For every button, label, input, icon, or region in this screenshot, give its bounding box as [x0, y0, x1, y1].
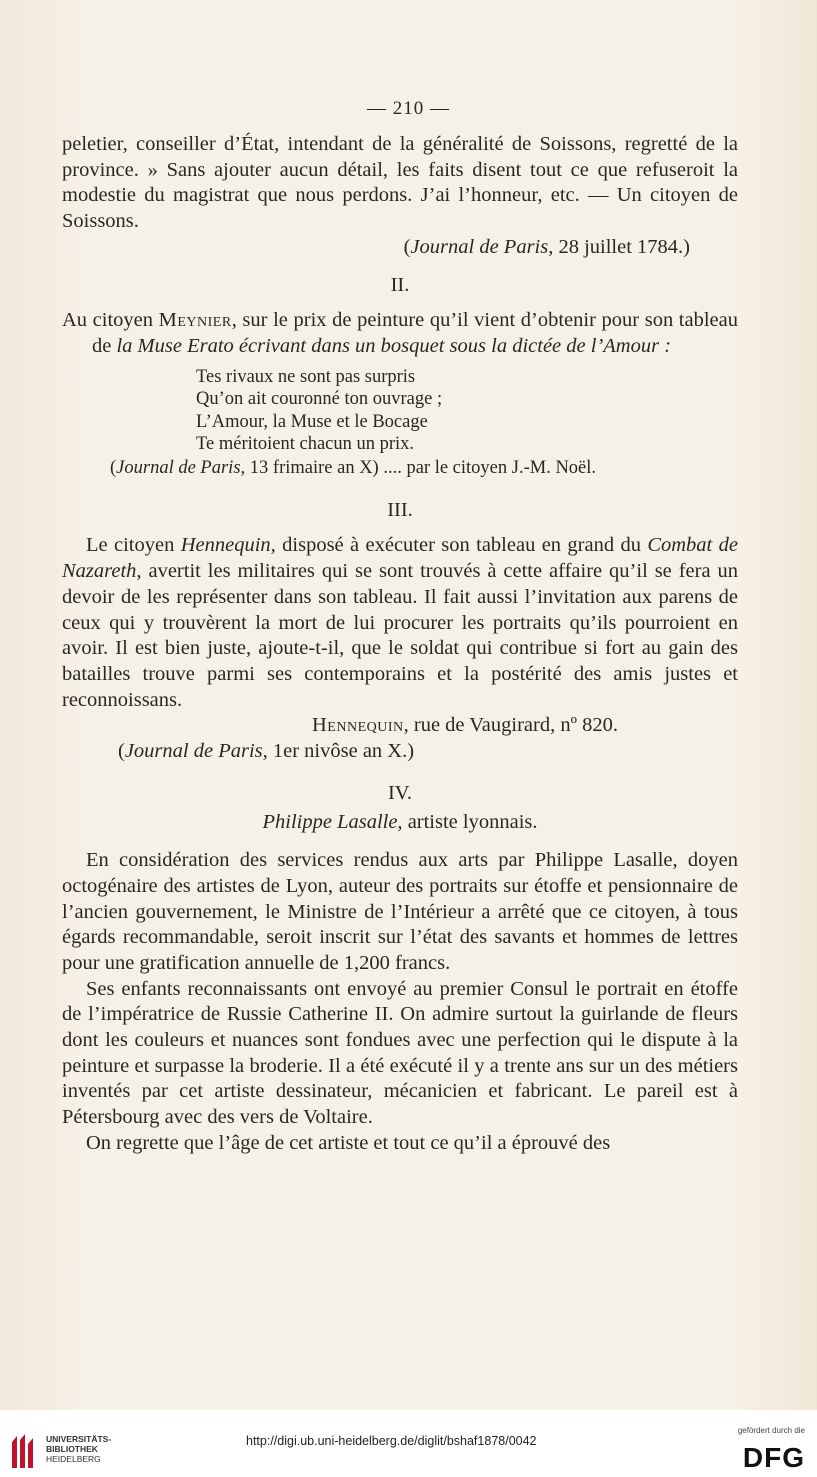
- section-3-signature: Hennequin, rue de Vaugirard, nº 820.: [312, 714, 618, 737]
- intro-paragraph: peletier, conseiller d’État, intendant de la généralité de Soissons, regretté de la province. » Sans ajouter aucun détail, les faits disent tout ce que refuseroit la modestie du magistrat que nous perdons. J’ai l’honneur, etc. — Un citoyen de Soissons.: [62, 133, 738, 233]
- section-3-paragraph: Le citoyen Hennequin, disposé à exécuter son tableau en grand du Combat de Nazareth, avertit les militaires qui se sont trouvés à cette affaire qu’il se fera un devoir de les représenter dans son tableau. Il fait aussi l’invitation aux parens de ceux qui y trouvèrent la mort de lui procurer les portraits qu’ils pourroient en avoir. Il est bien juste, ajoute-t-il, que le soldat qui contribue si fort au gain des batailles trouve parmi ses contemporains et la postérité des amis justes et reconnoissans.: [62, 534, 738, 711]
- section-4-paragraph: Ses enfants reconnaissants ont envoyé au premier Consul le portrait en étoffe de l’impératrice de Russie Catherine II. On admire surtout la guirlande de fleurs dont les couleurs et nuances sont fondues avec une perfection qui le dispute à la peinture et surpasse la broderie. Il a été exécuté il y a trente ans sur un des métiers inventés par cet artiste dessinateur, mécanicien et fabricant. Le pareil est à Pétersbourg avec des vers de Voltaire.: [62, 977, 738, 1129]
- intro-source: (Journal de Paris, 28 juillet 1784.): [403, 235, 690, 258]
- section-3-heading: III.: [387, 498, 413, 521]
- section-2-source: (Journal de Paris, 13 frimaire an X) .... par le citoyen J.-M. Noël.: [110, 458, 597, 478]
- funding-note: gefördert durch die: [737, 1426, 805, 1435]
- section-4-subheading: Philippe Lasalle, artiste lyonnais.: [262, 811, 538, 834]
- intro-source-title: Journal de Paris: [410, 235, 549, 258]
- verse-line: Qu’on ait couronné ton ouvrage ;: [196, 389, 443, 410]
- section-4-paragraph: On regrette que l’âge de cet artiste et tout ce qu’il a éprouvé des: [86, 1131, 611, 1154]
- poem: [62, 366, 738, 456]
- intro-source-date: , 28 juillet 1784.: [548, 235, 684, 258]
- page-number: — 210 —: [367, 98, 450, 119]
- digitization-footer: [0, 1410, 817, 1477]
- page-body: [62, 132, 738, 1157]
- artwork-title: la Muse Erato écrivant dans un bosquet sous la dictée de l’Amour :: [116, 334, 672, 357]
- section-4-heading: IV.: [387, 781, 413, 804]
- section-4-paragraph: En considération des services rendus aux arts par Philippe Lasalle, doyen octogénaire des artistes de Lyon, auteur des portraits sur étoffe et pensionnaire de l’ancien gouvernement, le Ministre de l’Intérieur a arrêté que ce citoyen, à tous égards recommandable, seroit inscrit sur l’état des savants et hommes de lettres pour une gratification annuelle de 1,200 francs.: [62, 849, 738, 974]
- verse-line: L’Amour, la Muse et le Bocage: [196, 411, 428, 432]
- section-2-heading: II.: [390, 273, 410, 296]
- section-3-source: (Journal de Paris, 1er nivôse an X.): [118, 740, 415, 763]
- verse-line: Te méritoient chacun un prix.: [196, 434, 415, 455]
- artist-name-meynier: Meynier: [158, 309, 232, 332]
- permalink-url[interactable]: http://digi.ub.uni-heidelberg.de/diglit/bshaf1878/0042: [246, 1434, 537, 1448]
- university-library-logo-icon: [8, 1430, 38, 1470]
- dfg-logo: DFG: [742, 1442, 805, 1473]
- university-library-name: UNIVERSITÄTS- BIBLIOTHEK HEIDELBERG: [46, 1434, 112, 1464]
- section-2-dedication: Au citoyen Meynier, sur le prix de peinture qu’il vient d’obtenir pour son tableau de la Muse Erato écrivant dans un bosquet sous la dictée de l’Amour :: [62, 309, 738, 357]
- verse-line: Tes rivaux ne sont pas surpris: [196, 366, 416, 387]
- artwork-title-nazareth: Combat de Nazareth: [62, 534, 738, 583]
- artist-name-hennequin: Hennequin,: [180, 534, 276, 557]
